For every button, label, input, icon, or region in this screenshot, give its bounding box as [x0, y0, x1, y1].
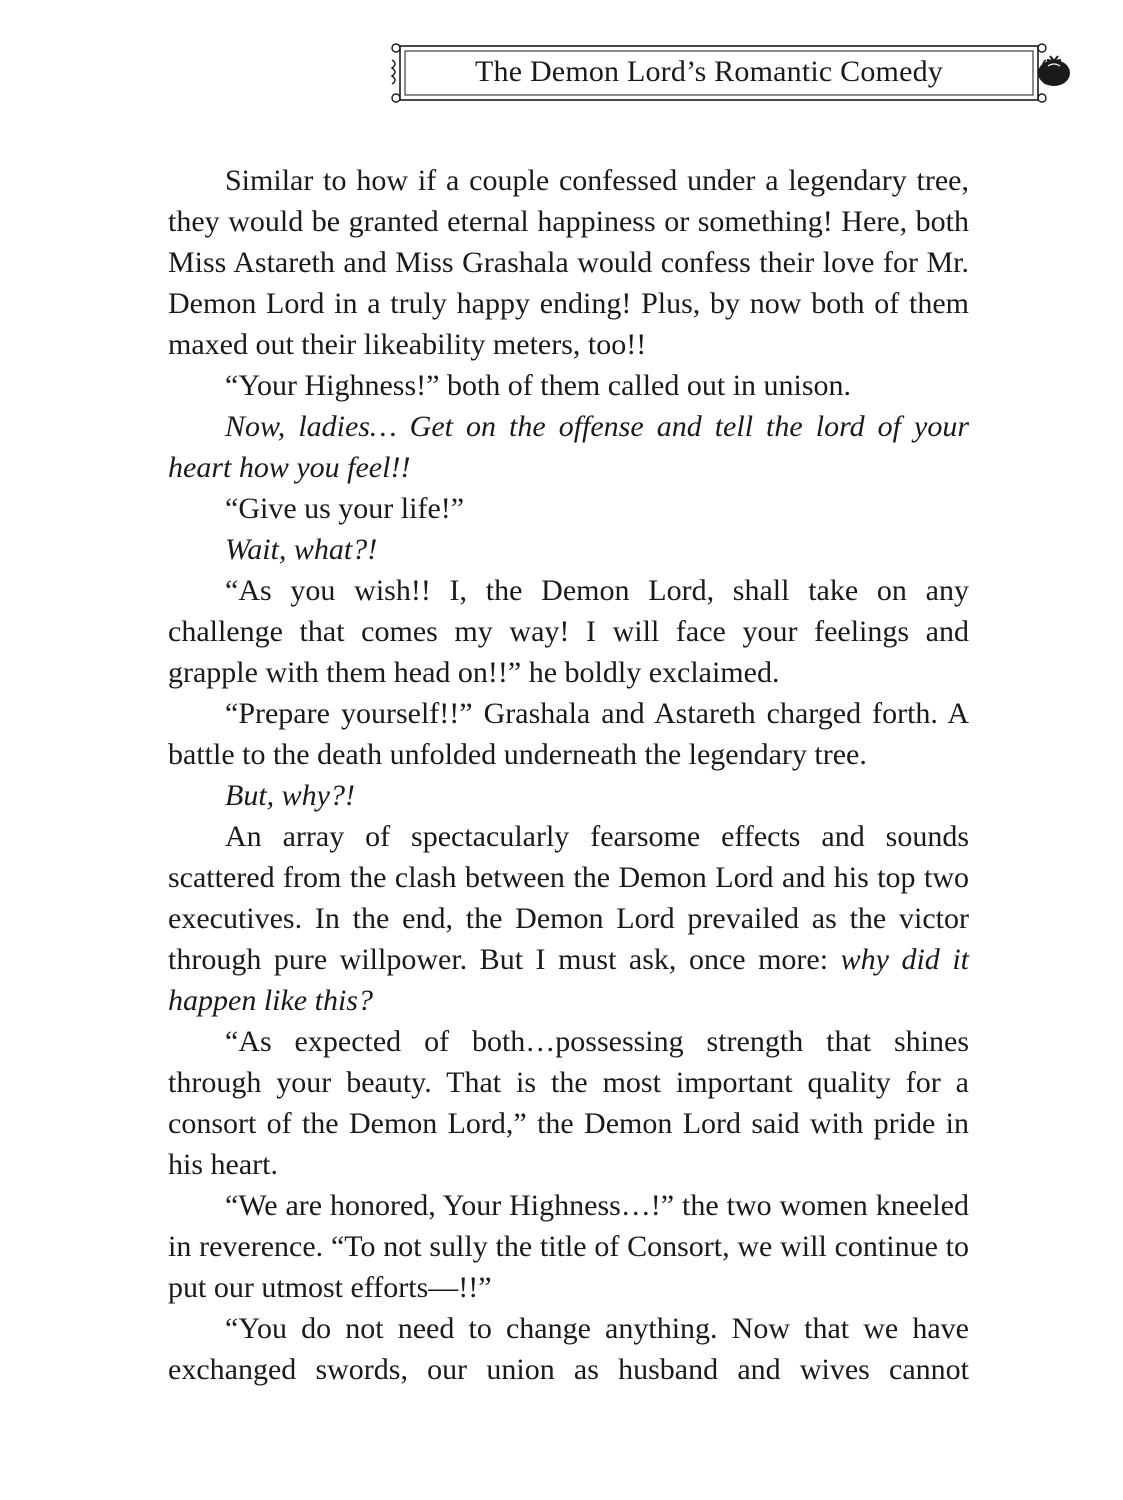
paragraph: “As you wish!! I, the Demon Lord, shall take on any challenge that comes my way! I will face your feelings and grapple with them head on!!” he boldly exclaimed. [168, 574, 969, 689]
paragraph [168, 816, 969, 1021]
header-title: The Demon Lord’s Romantic Comedy [475, 55, 943, 88]
paragraph-thought: Now, ladies… Get on the offense and tell the lord of your heart how you feel!! [168, 410, 969, 484]
tomato-icon [1035, 52, 1073, 90]
paragraph-text: An array of spectacularly fearsome effects and sounds scattered from the clash between the Demon Lord and his top two executives. In the end, the Demon Lord prevailed as the victor through pure willpower. But I must ask, once more: [168, 820, 969, 976]
paragraph: “We are honored, Your Highness…!” the two women kneeled in reverence. “To not sully the title of Consort, we will continue to put our utmost efforts—!!” [168, 1189, 969, 1304]
paragraph-thought: Wait, what?! [225, 533, 378, 566]
paragraph: “Prepare yourself!!” Grashala and Astareth charged forth. A battle to the death unfolded underneath the legendary tree. [168, 697, 969, 771]
paragraph: Similar to how if a couple confessed under a legendary tree, they would be granted eternal happiness or something! Here, both Miss Astareth and Miss Grashala would confess their love for Mr. Demon Lord in a truly happy ending! Plus, by now both of them maxed out their likeability meters, too!! [168, 164, 969, 361]
paragraph: “Your Highness!” both of them called out in unison. [225, 369, 852, 402]
running-header [388, 42, 1050, 104]
paragraph: “You do not need to change anything. Now that we have exchanged swords, our union as husband and wives cannot [168, 1312, 969, 1386]
paragraph-italic-tail: why did it happen like this? [168, 943, 969, 1017]
paragraph-thought: But, why?! [225, 779, 355, 812]
page-text [168, 160, 969, 1390]
paragraph: “Give us your life!” [225, 492, 465, 525]
paragraph: “As expected of both…possessing strength that shines through your beauty. That is the most important quality for a consort of the Demon Lord,” the Demon Lord said with pride in his heart. [168, 1025, 969, 1181]
